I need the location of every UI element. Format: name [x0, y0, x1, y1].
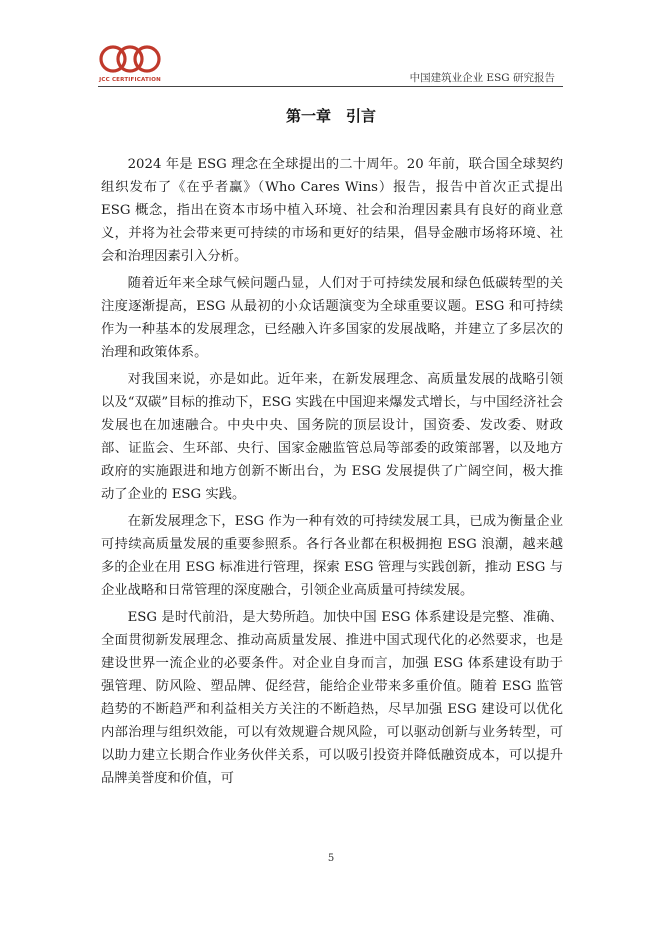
running-header-title: 中国建筑业企业 ESG 研究报告 — [409, 72, 555, 84]
paragraph: 对我国来说，亦是如此。近年来，在新发展理念、高质量发展的战略引领以及“双碳”目标的推动下，ESG 实践在中国迎来爆发式增长，与中国经济社会发展也在加速融合。中央中央、国务院的顶层设计，国资委、发改委、财政部、证监会、生环部、央行、国家金融监管总局等部委的政策部署，以及地方政府的实施跟进和地方创新不断出台，为 ESG 发展提供了广阔空间，极大推动了企业的 ESG 实践。 — [101, 371, 563, 503]
paragraph: 随着近年来全球气候问题凸显，人们对于可持续发展和绿色低碳转型的关注度逐渐提高，ESG 从最初的小众话题演变为全球重要议题。ESG 和可持续作为一种基本的发展理念，已经融入许多国家的发展战略，并建立了多层次的治理和政策体系。 — [101, 275, 563, 361]
jcc-rings-icon — [98, 44, 162, 76]
company-logo — [98, 44, 162, 86]
chapter-title: 第一章 引言 — [285, 107, 376, 125]
header-divider — [98, 86, 563, 87]
paragraph: ESG 是时代前沿，是大势所趋。加快中国 ESG 体系建设是完整、准确、全面贯彻新发展理念、推动高质量发展、推进中国式现代化的必然要求，也是建设世界一流企业的必要条件。对企业自身而言，加强 ESG 体系建设有助于强管理、防风险、塑品牌、促经营，能给企业带来多重价值。随着 ESG 监管趋势的不断趋严和利益相关方关注的不断趋热，尽早加强 ESG 建设可以优化内部治理与组织效能，可以有效规避合规风险，可以驱动创新与业务转型，可以助力建立长期合作业务伙伴关系，可以吸引投资并降低融资成本，可以提升品牌美誉度和价值，可 — [101, 609, 563, 787]
paragraph: 2024 年是 ESG 理念在全球提出的二十周年。20 年前，联合国全球契约组织发布了《在乎者赢》（Who Cares Wins）报告，报告中首次正式提出 ESG 概念，指出在资本市场中植入环境、社会和治理因素具有良好的商业意义，并将为社会带来更可持续的市场和更好的结果，倡导金融市场将环境、社会和治理因素引入分析。 — [101, 157, 563, 265]
page-number: 5 — [327, 853, 335, 864]
paragraph: 在新发展理念下，ESG 作为一种有效的可持续发展工具，已成为衡量企业可持续高质量发展的重要参照系。各行各业都在积极拥抱 ESG 浪潮，越来越多的企业在用 ESG 标准进行管理，探索 ESG 管理与实践创新，推动 ESG 与企业战略和日常管理的深度融合，引领企业高质量可持续发展。 — [101, 513, 563, 599]
logo-text: JCC CERTIFICATION — [99, 77, 161, 83]
body-text — [101, 153, 563, 794]
